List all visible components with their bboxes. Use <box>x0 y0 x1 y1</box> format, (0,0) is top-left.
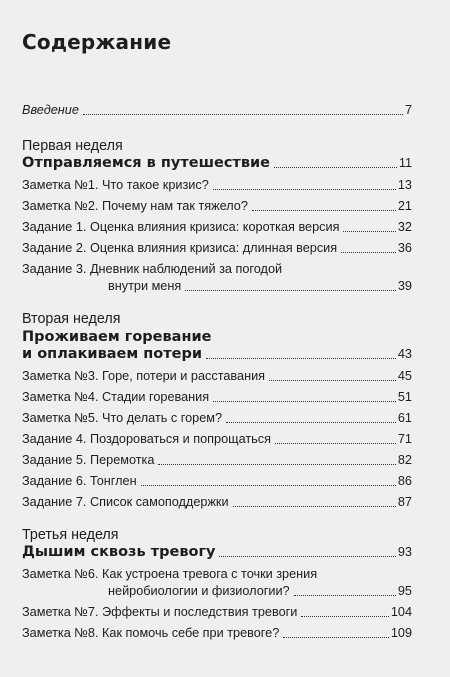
entry-label: Заметка №7. Эффекты и последствия тревоги <box>22 605 298 619</box>
dot-leader <box>341 252 396 253</box>
toc-entry <box>22 410 412 427</box>
entry-label: нейробиологии и физиологии? <box>108 584 290 598</box>
theme-label: Отправляемся в путешествие <box>22 155 270 171</box>
entry-page: 104 <box>390 605 412 619</box>
entry-row <box>22 583 412 600</box>
toc-entry <box>22 431 412 448</box>
entry-label-line: Заметка №6. Как устроена тревога с точки зрения <box>22 567 318 581</box>
entry-label: Задание 7. Список самоподдержки <box>22 495 229 509</box>
entry-page: 82 <box>397 453 412 467</box>
toc-entry <box>22 452 412 469</box>
toc-entry <box>22 494 412 511</box>
toc-entry <box>22 604 412 621</box>
dot-leader <box>213 401 396 402</box>
entry-label: Заметка №1. Что такое кризис? <box>22 178 209 192</box>
dot-leader <box>219 556 395 557</box>
dot-leader <box>275 443 396 444</box>
dot-leader <box>141 485 396 486</box>
dot-leader <box>274 167 397 168</box>
dot-leader <box>294 595 396 596</box>
entry-row <box>22 240 412 257</box>
entry-page: 61 <box>397 411 412 425</box>
theme-page: 11 <box>398 156 412 170</box>
entry-label: Заметка №2. Почему нам так тяжело? <box>22 199 248 213</box>
entry-row <box>22 368 412 385</box>
entry-label: внутри меня <box>108 279 182 293</box>
dot-leader <box>252 210 396 211</box>
entry-page: 32 <box>397 220 412 234</box>
entry-label: Заметка №5. Что делать с горем? <box>22 411 223 425</box>
week-label: Первая неделя <box>22 138 123 154</box>
entry-row <box>22 494 412 511</box>
toc-title: Содержание <box>22 30 172 54</box>
entry-page: 71 <box>397 432 412 446</box>
toc-entry-intro <box>22 102 412 119</box>
entry-page: 39 <box>397 279 412 293</box>
entry-page: 21 <box>397 199 412 213</box>
entry-page: 36 <box>397 241 412 255</box>
entry-label-line: Задание 3. Дневник наблюдений за погодой <box>22 262 283 276</box>
toc-entry <box>22 240 412 257</box>
table-of-contents <box>22 30 412 658</box>
entry-label: Введение <box>22 103 79 117</box>
entry-page: 87 <box>397 495 412 509</box>
entry-row <box>22 219 412 236</box>
dot-leader <box>213 189 396 190</box>
entry-page: 95 <box>397 584 412 598</box>
entry-page: 45 <box>397 369 412 383</box>
entry-page: 86 <box>397 474 412 488</box>
entry-row <box>22 473 412 490</box>
entry-label: Задание 2. Оценка влияния кризиса: длинная версия <box>22 241 338 255</box>
toc-entry <box>22 219 412 236</box>
dot-leader <box>226 422 396 423</box>
week-section <box>22 311 412 511</box>
dot-leader <box>206 358 396 359</box>
dot-leader <box>83 114 403 115</box>
entry-row <box>22 625 412 642</box>
entry-page: 13 <box>397 178 412 192</box>
section-theme <box>22 346 412 363</box>
entry-row <box>22 198 412 215</box>
entry-page: 51 <box>397 390 412 404</box>
dot-leader <box>301 616 388 617</box>
entry-row <box>22 604 412 621</box>
week-section <box>22 138 412 295</box>
theme-page: 43 <box>397 347 412 361</box>
dot-leader <box>283 637 389 638</box>
week-section <box>22 527 412 642</box>
toc-entry <box>22 473 412 490</box>
toc-entry <box>22 368 412 385</box>
toc-entry <box>22 566 412 600</box>
dot-leader <box>343 231 395 232</box>
entry-label: Задание 5. Перемотка <box>22 453 155 467</box>
entry-label: Задание 4. Поздороваться и попрощаться <box>22 432 272 446</box>
week-sections <box>22 138 412 642</box>
entry-label: Задание 1. Оценка влияния кризиса: короткая версия <box>22 220 340 234</box>
theme-page: 93 <box>397 545 412 559</box>
toc-entry <box>22 198 412 215</box>
week-label: Третья неделя <box>22 527 119 543</box>
entry-row <box>22 410 412 427</box>
entry-label: Заметка №4. Стадии горевания <box>22 390 210 404</box>
entry-row <box>22 278 412 295</box>
entry-page: 109 <box>390 626 412 640</box>
section-theme <box>22 544 412 561</box>
entry-label: Заметка №3. Горе, потери и расставания <box>22 369 266 383</box>
entry-page: 7 <box>404 103 412 117</box>
toc-entry <box>22 177 412 194</box>
dot-leader <box>233 506 396 507</box>
dot-leader <box>158 464 395 465</box>
dot-leader <box>185 290 396 291</box>
dot-leader <box>269 380 396 381</box>
toc-entry <box>22 389 412 406</box>
section-theme <box>22 155 412 172</box>
entry-row <box>22 177 412 194</box>
entry-row <box>22 389 412 406</box>
entry-label: Задание 6. Тонглен <box>22 474 137 488</box>
entry-row <box>22 452 412 469</box>
entry-row <box>22 431 412 448</box>
week-label: Вторая неделя <box>22 311 121 327</box>
toc-entry <box>22 625 412 642</box>
entry-label: Заметка №8. Как помочь себе при тревоге? <box>22 626 280 640</box>
section-theme-line: Проживаем горевание <box>22 329 212 345</box>
theme-label: Дышим сквозь тревогу <box>22 544 216 560</box>
toc-entry <box>22 261 412 295</box>
theme-label: и оплакиваем потери <box>22 346 203 362</box>
